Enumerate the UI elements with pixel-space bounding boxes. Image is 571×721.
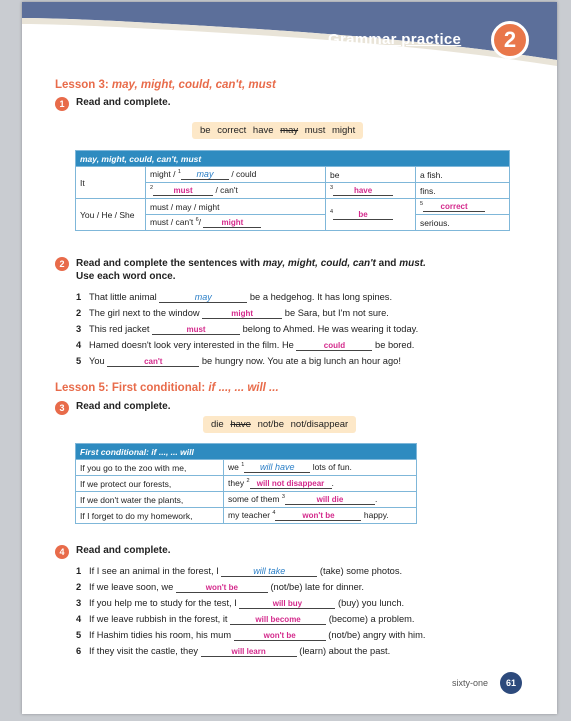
exercise-number: 4 (55, 545, 69, 559)
answer-blank[interactable]: will learn (201, 647, 297, 657)
word-box-2 (203, 416, 356, 433)
word-used: have (230, 419, 251, 430)
answer-blank[interactable]: can't (107, 357, 199, 367)
exercise-number: 2 (55, 257, 69, 271)
sentence-row: 1 If I see an animal in the forest, I will take (take) some photos. (76, 566, 403, 576)
sentence-row: 6 If they visit the castle, they will learn (learn) about the past. (76, 646, 391, 656)
subject-cell: You / He / She (76, 199, 146, 231)
table-cell: $^3$ have (326, 183, 416, 199)
lesson-5-title (55, 382, 279, 394)
sentence-row: 3 If you help me to study for the test, I will buy (buy) you lunch. (76, 598, 405, 608)
table-cell: we $^1$ will have lots of fun. (224, 460, 417, 476)
lesson-3-label: Lesson 3: (55, 79, 112, 91)
exercise-number: 1 (55, 97, 69, 111)
lesson-3-topic: may, might, could, can't, must (111, 79, 276, 91)
answer-blank[interactable]: won't be (176, 583, 268, 593)
table-cell: If we don't water the plants, (76, 492, 224, 508)
word: be (200, 125, 211, 136)
sentence-row: 2 If we leave soon, we won't be (not/be) late for dinner. (76, 582, 364, 592)
table-cell: If I forget to do my homework, (76, 508, 224, 524)
table-cell: If we protect our forests, (76, 476, 224, 492)
word: not/be (257, 419, 284, 430)
subject-cell: It (76, 167, 146, 199)
header-banner (22, 2, 557, 74)
table-cell: $^4$ be (326, 199, 416, 231)
table-title: may, might, could, can't, must (76, 151, 510, 167)
table-cell: $^5$ correct (416, 199, 510, 215)
table-cell: be (326, 167, 416, 183)
table-cell: might / $^1$ may / could (146, 167, 326, 183)
answer-blank[interactable]: might (202, 309, 282, 319)
answer-blank[interactable]: may (159, 292, 247, 303)
word: might (331, 125, 356, 136)
grammar-table-1 (75, 150, 510, 231)
table-cell: must / may / might (146, 199, 326, 215)
answer-blank[interactable]: may (181, 169, 229, 180)
exercise-number: 3 (55, 401, 69, 415)
page-number-words: sixty-one (452, 678, 489, 688)
answer-blank[interactable]: must (152, 325, 240, 335)
sentence-row: 5 You can't be hungry now. You ate a big lunch an hour ago! (76, 356, 401, 366)
answer-blank[interactable]: could (296, 341, 372, 351)
word: correct (217, 125, 247, 136)
sentence-row: 3 This red jacket must belong to Ahmed. He was wearing it today. (76, 324, 419, 334)
sentence-row: 4 Hamed doesn't look very interested in the film. He could be bored. (76, 340, 415, 350)
exercise-2-heading (55, 257, 426, 283)
sentence-row: 5 If Hashim tidies his room, his mum won't be (not/be) angry with him. (76, 630, 426, 640)
unit-badge: 2 (491, 21, 529, 59)
exercise-instruction: Read and complete. (76, 545, 171, 556)
table-cell: serious. (416, 215, 510, 231)
grammar-table-2 (75, 443, 417, 524)
lesson-5-label: Lesson 5: First conditional: (55, 382, 209, 394)
word: must (304, 125, 326, 136)
table-cell: fins. (416, 183, 510, 199)
page-title: Grammar practice (328, 31, 462, 48)
answer-blank[interactable]: have (333, 186, 393, 196)
table-cell: some of them $^3$ will die . (224, 492, 417, 508)
answer-blank[interactable]: will become (230, 615, 326, 625)
exercise-4-heading (55, 545, 170, 559)
sentence-row: 4 If we leave rubbish in the forest, it will become (become) a problem. (76, 614, 415, 624)
answer-blank[interactable]: won't be (275, 511, 361, 521)
answer-blank[interactable]: will buy (239, 599, 335, 609)
word: not/disappear (290, 419, 349, 430)
answer-blank[interactable]: won't be (234, 631, 326, 641)
answer-blank[interactable]: must (153, 186, 213, 196)
answer-blank[interactable]: correct (423, 202, 485, 212)
answer-blank[interactable]: will die (285, 495, 375, 505)
exercise-1-heading (55, 97, 170, 111)
lesson-5-topic: if ..., ... will ... (208, 382, 279, 394)
table-cell: they $^2$ will not disappear . (224, 476, 417, 492)
lesson-3-title (55, 79, 276, 91)
answer-blank[interactable]: might (203, 218, 261, 228)
table-cell: If you go to the zoo with me, (76, 460, 224, 476)
answer-blank[interactable]: be (333, 210, 393, 220)
exercise-instruction: Read and complete the sentences with may, might, could, can't and must. Use each word once. (76, 258, 426, 282)
answer-blank[interactable]: will not disappear (250, 479, 332, 489)
word: have (252, 125, 274, 136)
table-cell: a fish. (416, 167, 510, 183)
table-cell: my teacher $^4$ won't be happy. (224, 508, 417, 524)
word: die (211, 419, 224, 430)
table-title: First conditional: if ..., ... will (76, 444, 417, 460)
word-box-1 (192, 122, 363, 139)
answer-blank[interactable]: will have (244, 462, 310, 473)
page-number-badge: 61 (500, 672, 522, 694)
table-cell: must / can't $^6$/ might (146, 215, 326, 231)
answer-blank[interactable]: will take (221, 566, 317, 577)
word-used: may (280, 125, 299, 136)
workbook-page (22, 2, 557, 714)
sentence-row: 1 That little animal may be a hedgehog. It has long spines. (76, 292, 393, 302)
exercise-3-heading (55, 401, 170, 415)
table-cell: $^2$ must / can't (146, 183, 326, 199)
exercise-instruction: Read and complete. (76, 401, 171, 412)
exercise-instruction: Read and complete. (76, 97, 171, 108)
sentence-row: 2 The girl next to the window might be Sara, but I'm not sure. (76, 308, 389, 318)
